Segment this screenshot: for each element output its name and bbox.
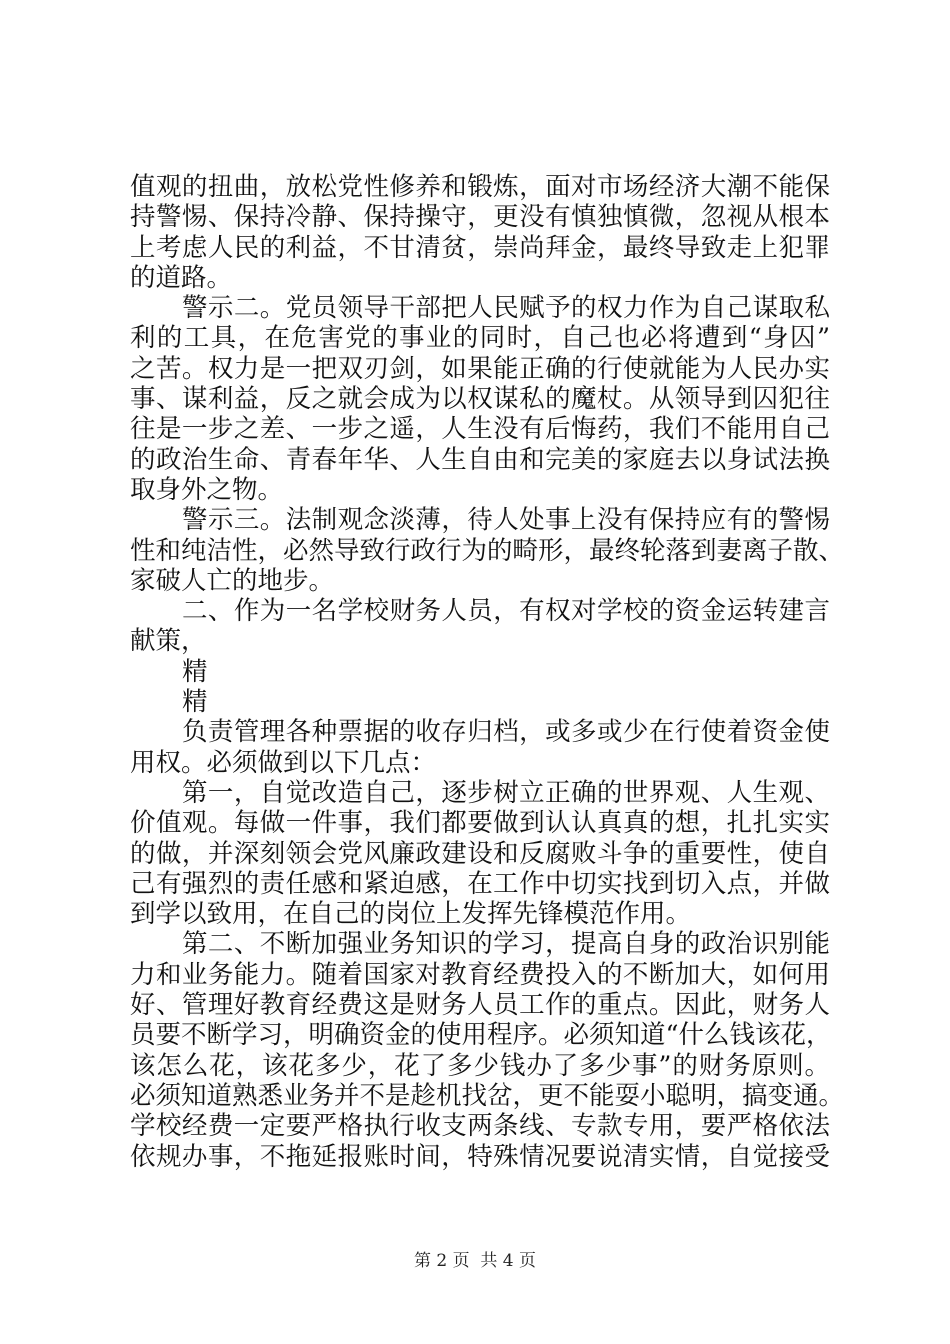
text-line: 献策，: [130, 626, 207, 657]
text-line: 警示二。党员领导干部把人民赋予的权力作为自己谋取私: [182, 293, 830, 324]
text-line: 价值观。每做一件事，我们都要做到认认真真的想，扎扎实实: [130, 808, 830, 839]
text-line: 二、作为一名学校财务人员，有权对学校的资金运转建言: [182, 596, 830, 627]
text-line: 到学以致用，在自己的岗位上发挥先锋模范作用。: [130, 899, 692, 930]
text-line: 的道路。: [130, 262, 233, 293]
document-body: [130, 172, 845, 1172]
text-line: 取身外之物。: [130, 474, 284, 505]
text-line: 用权。必须做到以下几点：: [130, 747, 437, 778]
text-line: 精: [182, 687, 208, 718]
text-line: 家破人亡的地步。: [130, 565, 335, 596]
text-line: 值观的扭曲，放松党性修养和锻炼，面对市场经济大潮不能保: [130, 172, 830, 202]
text-line: 性和纯洁性，必然导致行政行为的畸形，最终轮落到妻离子散、: [130, 535, 845, 566]
text-line: 力和业务能力。随着国家对教育经费投入的不断加大，如何用: [130, 959, 830, 990]
text-line: 精: [182, 656, 208, 687]
text-line: 往是一步之差、一步之遥，人生没有后悔药，我们不能用自己: [130, 414, 830, 445]
text-line: 依规办事，不拖延报账时间，特殊情况要说清实情，自觉接受: [130, 1141, 830, 1172]
text-line: 必须知道熟悉业务并不是趁机找岔，更不能耍小聪明，搞变通。: [130, 1080, 845, 1111]
text-line: 利的工具，在危害党的事业的同时，自己也必将遭到“身囚”: [130, 323, 830, 354]
text-line: 第二、不断加强业务知识的学习，提高自身的政治识别能: [182, 929, 830, 960]
text-line: 该怎么花，该花多少，花了多少钱办了多少事”的财务原则。: [130, 1050, 830, 1081]
text-line: 好、管理好教育经费这是财务人员工作的重点。因此，财务人: [130, 990, 830, 1021]
text-line: 第一，自觉改造自己，逐步树立正确的世界观、人生观、: [182, 777, 830, 808]
text-line: 事、谋利益，反之就会成为以权谋私的魔杖。从领导到囚犯往: [130, 384, 830, 415]
text-line: 上考虑人民的利益，不甘清贫，崇尚拜金，最终导致走上犯罪: [130, 232, 830, 263]
text-line: 的政治生命、青春年华、人生自由和完美的家庭去以身试法换: [130, 444, 830, 475]
text-line: 学校经费一定要严格执行收支两条线、专款专用，要严格依法: [130, 1111, 830, 1142]
text-line: 之苦。权力是一把双刃剑，如果能正确的行使就能为人民办实: [130, 353, 830, 384]
text-line: 警示三。法制观念淡薄，待人处事上没有保持应有的警惕: [182, 505, 830, 536]
text-line: 的做，并深刻领会党风廉政建设和反腐败斗争的重要性，使自: [130, 838, 830, 869]
page-footer: [0, 1246, 950, 1271]
page-number-label: 第 2 页 共 4 页: [413, 1251, 537, 1271]
text-line: 持警惕、保持冷静、保持操守，更没有慎独慎微，忽视从根本: [130, 202, 830, 233]
text-line: 己有强烈的责任感和紧迫感，在工作中切实找到切入点，并做: [130, 868, 830, 899]
text-line: 负责管理各种票据的收存归档，或多或少在行使着资金使: [182, 717, 830, 748]
text-line: 员要不断学习，明确资金的使用程序。必须知道“什么钱该花，: [130, 1020, 832, 1051]
